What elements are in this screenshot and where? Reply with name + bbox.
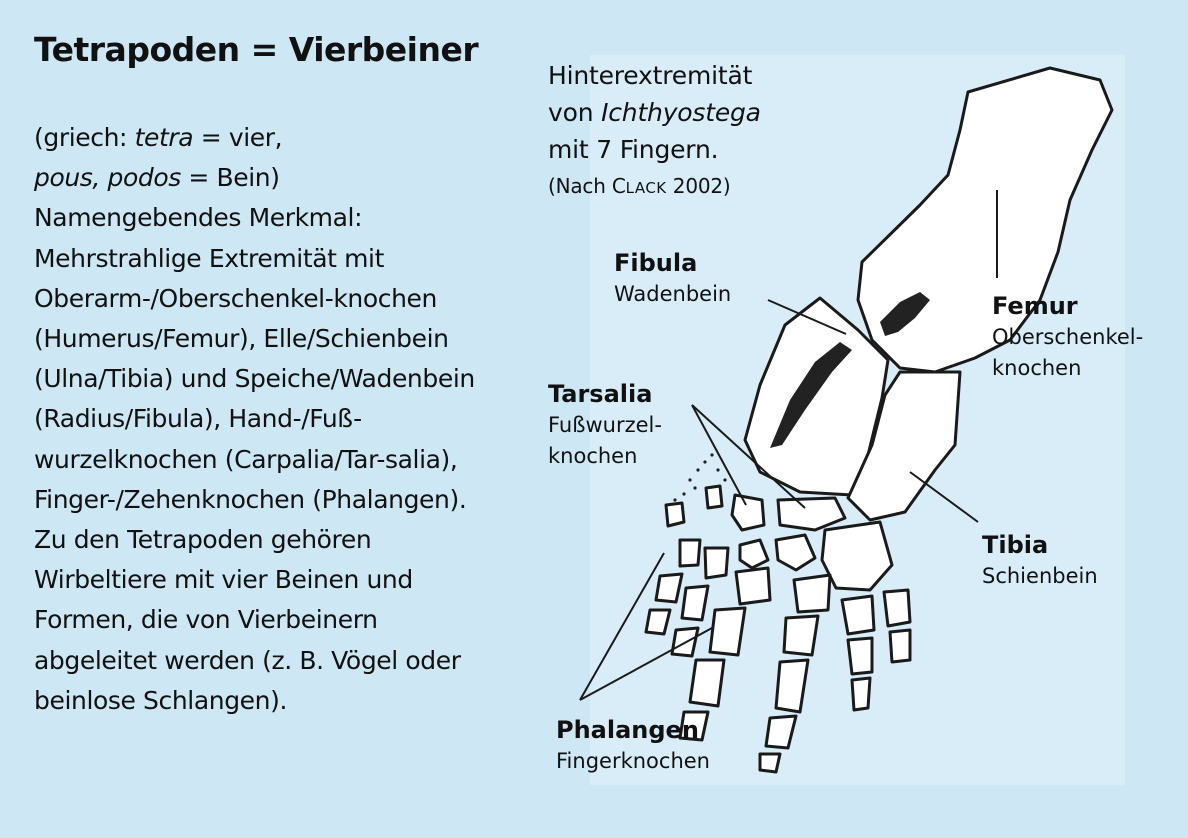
stipple-dot (688, 478, 691, 481)
members-paragraph: Zu den Tetrapoden gehören Wirbeltiere mit vier Beinen und Formen, die von Vierbeinern abgeleitet werden (z. B. Vögel oder beinlose Schlangen). (34, 525, 461, 715)
phalanx (852, 678, 870, 710)
phalanx (690, 660, 724, 706)
label-german: Fingerknochen (556, 749, 710, 773)
phalanx (682, 586, 708, 620)
etymology-text: = Bein) (180, 163, 280, 193)
label-name: Fibula (614, 249, 698, 277)
tarsal-bone (732, 495, 764, 530)
source-text: 2002) (666, 174, 731, 198)
label-german: Oberschenkel- (992, 325, 1144, 349)
etymology-text: (griech: (34, 123, 135, 152)
phalanx (794, 575, 830, 612)
stipple-dot (696, 468, 699, 471)
caption-line: Hinterextremität (548, 61, 753, 90)
label-name: Femur (992, 292, 1078, 320)
stipple-dot (673, 498, 676, 501)
caption-text: von (548, 98, 602, 127)
etymology-term-pous: pous, podos (34, 163, 181, 193)
stipple-dot (710, 453, 713, 456)
phalanx (842, 596, 874, 634)
label-german: Schienbein (982, 564, 1098, 588)
source-author-initial: C (611, 174, 626, 198)
page-title: Tetrapoden = Vierbeiner (34, 30, 479, 69)
phalanx (760, 754, 780, 772)
stipple-dot (693, 486, 696, 489)
phalanx (706, 486, 722, 508)
label-german: Fußwurzel- (548, 413, 662, 437)
label-tarsalia (548, 378, 662, 472)
phalanx (736, 568, 770, 604)
label-femur (992, 290, 1143, 384)
figure-caption (548, 57, 761, 207)
caption-line (548, 94, 761, 131)
label-tibia (982, 529, 1098, 592)
stipple-dot (723, 478, 726, 481)
stipple-dot (716, 468, 719, 471)
feature-paragraph: Namengebendes Merkmal: Mehrstrahlige Extremität mit Oberarm-/Oberschenkel-knochen (Humerus/Femur), Elle/Schienbein (Ulna/Tibia) und Speiche/Wadenbein (Radius/Fibula), Hand-/Fuß-wurzelknochen (Carpalia/Tar-salia), Finger-/Zehenknochen (Phalangen). (34, 203, 475, 514)
phalanx (848, 638, 872, 674)
label-german: knochen (992, 356, 1082, 380)
source-text: (Nach (548, 174, 612, 198)
label-name: Tibia (982, 531, 1049, 559)
stipple-dot (682, 492, 685, 495)
phalanx (646, 610, 670, 634)
phalanx (666, 503, 684, 526)
caption-line: mit 7 Fingern. (548, 135, 719, 164)
label-phalangen (556, 714, 710, 777)
phalanx (680, 540, 700, 566)
label-name: Phalangen (556, 716, 699, 744)
phalanx (656, 574, 682, 602)
label-german: Wadenbein (614, 282, 732, 306)
phalanx (705, 548, 728, 578)
label-fibula (614, 247, 731, 310)
phalanx (784, 616, 818, 655)
etymology-term-tetra: tetra (134, 123, 194, 152)
label-name: Tarsalia (548, 380, 653, 408)
label-german: knochen (548, 444, 638, 468)
stipple-dot (703, 460, 706, 463)
etymology-text: = vier, (193, 123, 283, 152)
phalanx (884, 590, 910, 626)
phalanx (890, 630, 910, 662)
phalanx (710, 608, 745, 655)
source-author-smallcaps: LACK (625, 179, 667, 197)
caption-genus: Ichthyostega (601, 98, 761, 127)
caption-source (548, 168, 761, 207)
